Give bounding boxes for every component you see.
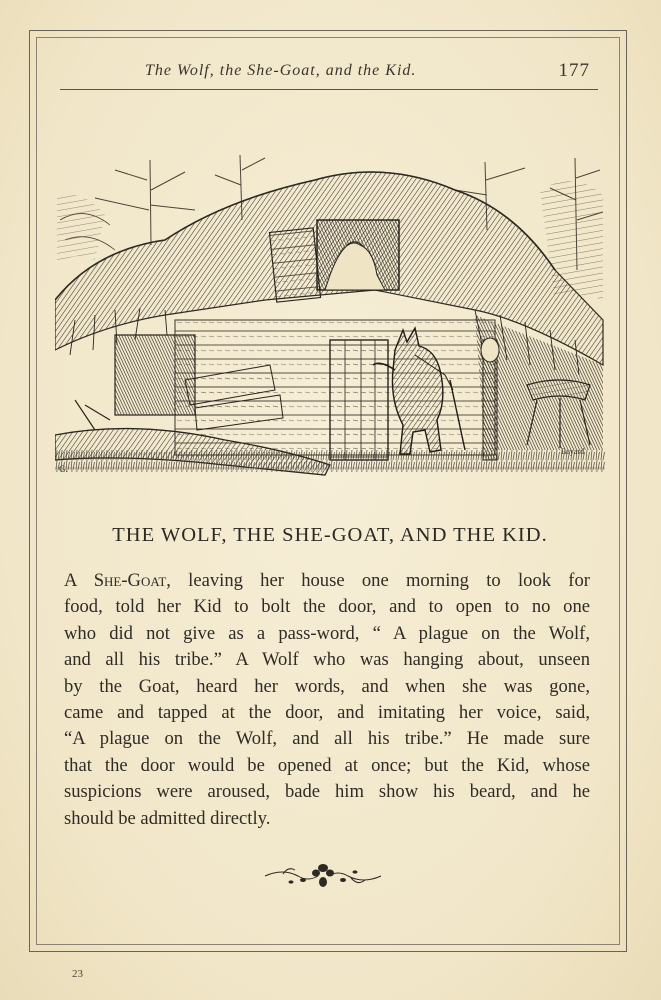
page-number: 177	[558, 60, 590, 81]
text-line-1-rest: , leaving her house one morning to look for	[166, 570, 590, 591]
text-line-2: food, told her Kid to bolt the door, and to open to no one	[64, 596, 590, 618]
text-line-5: by the Goat, heard her words, and when she was gone,	[64, 675, 590, 697]
text-line-4: and all his tribe.” A Wolf who was hanging about, unseen	[64, 649, 590, 671]
running-head-title: The Wolf, the She-Goat, and the Kid.	[145, 62, 417, 79]
text-line-3: who did not give as a pass-word, “ A plague on the Wolf,	[64, 622, 590, 644]
loft-window	[269, 220, 399, 302]
text-line-10: should be admitted directly.	[64, 807, 271, 829]
running-head	[60, 56, 600, 84]
small-caps-she-goat: She-Goat	[93, 570, 167, 591]
engraver-mark-left: G.	[59, 464, 68, 474]
hut-door	[330, 340, 388, 460]
text-line-9: suspicions were aroused, bade him show his beard, and he	[64, 781, 590, 803]
chapter-title: THE WOLF, THE SHE-GOAT, AND THE KID.	[112, 524, 548, 546]
header-rule	[60, 89, 598, 90]
text-line-8: that the door would be opened at once; but the Kid, whose	[64, 754, 590, 776]
text-line-7: “A plague on the Wolf, and all his tribe.” He made sure	[64, 728, 590, 750]
drop-text-a: A	[64, 570, 94, 591]
text-line-1	[64, 568, 590, 594]
ground-grass	[55, 450, 605, 472]
fable-text	[64, 568, 590, 832]
engraver-mark-right: Bayard	[561, 447, 585, 456]
text-line-6: came and tapped at the door, and imitating her voice, said,	[64, 702, 590, 724]
illustration-wolf-at-hut	[55, 150, 605, 480]
post-right	[481, 338, 499, 460]
floral-ornament-icon	[263, 858, 383, 894]
signature-mark: 23	[72, 968, 83, 980]
